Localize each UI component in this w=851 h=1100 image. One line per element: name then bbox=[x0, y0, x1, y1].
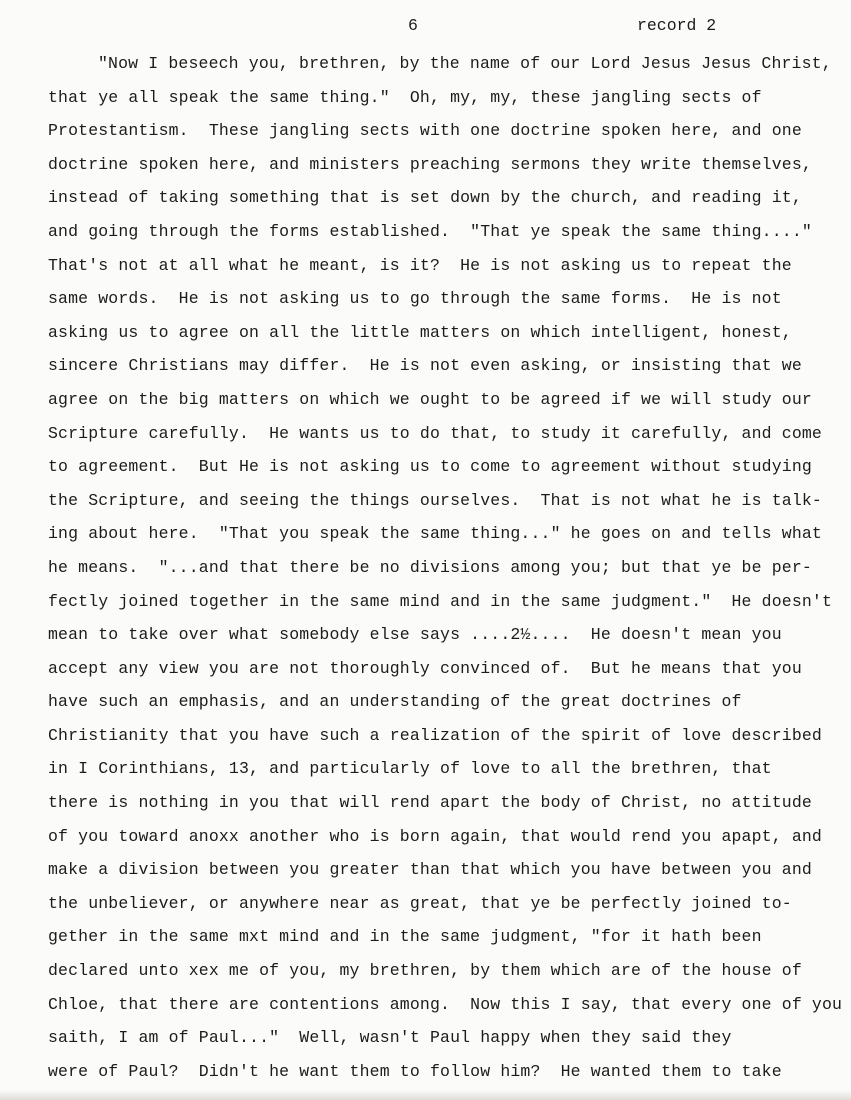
text-line: have such an emphasis, and an understanding of the great doctrines of bbox=[48, 692, 742, 712]
text-line: sincere Christians may differ. He is not even asking, or insisting that we bbox=[48, 356, 802, 376]
page-number: 6 bbox=[408, 16, 418, 35]
text-line: make a division between you greater than that which you have between you and bbox=[48, 860, 812, 880]
text-line: mean to take over what somebody else says ....2½.... He doesn't mean you bbox=[48, 625, 782, 645]
page-header bbox=[0, 14, 851, 42]
text-line: fectly joined together in the same mind and in the same judgment." He doesn't bbox=[48, 591, 833, 611]
record-label: record 2 bbox=[637, 16, 717, 35]
text-line: the unbeliever, or anywhere near as great, that ye be perfectly joined to- bbox=[48, 893, 792, 913]
text-line: instead of taking something that is set down by the church, and reading it, bbox=[48, 188, 802, 208]
text-line: there is nothing in you that will rend apart the body of Christ, no attitude bbox=[48, 793, 812, 813]
text-line: declared unto xex me of you, my brethren, by them which are of the house of bbox=[48, 961, 802, 981]
text-line: he means. "...and that there be no divisions among you; but that ye be per- bbox=[48, 557, 812, 577]
text-line: That's not at all what he meant, is it? He is not asking us to repeat the bbox=[48, 255, 792, 275]
text-line: to agreement. But He is not asking us to come to agreement without studying bbox=[48, 457, 812, 477]
text-line: saith, I am of Paul..." Well, wasn't Paul happy when they said they bbox=[48, 1028, 732, 1048]
text-line: were of Paul? Didn't he want them to follow him? He wanted them to take bbox=[48, 1061, 782, 1081]
text-line: gether in the same mxt mind and in the same judgment, "for it hath been bbox=[48, 927, 762, 947]
text-line: doctrine spoken here, and ministers preaching sermons they write themselves, bbox=[48, 154, 812, 174]
text-line: accept any view you are not thoroughly convinced of. But he means that you bbox=[48, 658, 802, 678]
text-line: asking us to agree on all the little matters on which intelligent, honest, bbox=[48, 322, 792, 342]
text-line: Chloe, that there are contentions among. Now this I say, that every one of you bbox=[48, 994, 843, 1014]
text-line: and going through the forms established. "That ye speak the same thing...." bbox=[48, 221, 812, 241]
typed-body-text bbox=[48, 47, 848, 1088]
page-bottom-edge bbox=[0, 1090, 851, 1100]
text-line: the Scripture, and seeing the things ourselves. That is not what he is talk- bbox=[48, 490, 822, 510]
text-line: ing about here. "That you speak the same thing..." he goes on and tells what bbox=[48, 524, 822, 544]
text-line: of you toward anoxx another who is born again, that would rend you apapt, and bbox=[48, 826, 822, 846]
text-line: that ye all speak the same thing." Oh, my, my, these jangling sects of bbox=[48, 87, 762, 107]
text-line: same words. He is not asking us to go through the same forms. He is not bbox=[48, 289, 782, 309]
text-line: "Now I beseech you, brethren, by the name of our Lord Jesus Jesus Christ, bbox=[98, 54, 832, 73]
text-line: agree on the big matters on which we ought to be agreed if we will study our bbox=[48, 389, 812, 409]
text-line: in I Corinthians, 13, and particularly of love to all the brethren, that bbox=[48, 759, 772, 779]
text-line: Protestantism. These jangling sects with one doctrine spoken here, and one bbox=[48, 121, 802, 141]
text-line: Scripture carefully. He wants us to do that, to study it carefully, and come bbox=[48, 423, 822, 443]
text-line: Christianity that you have such a realization of the spirit of love described bbox=[48, 725, 822, 745]
